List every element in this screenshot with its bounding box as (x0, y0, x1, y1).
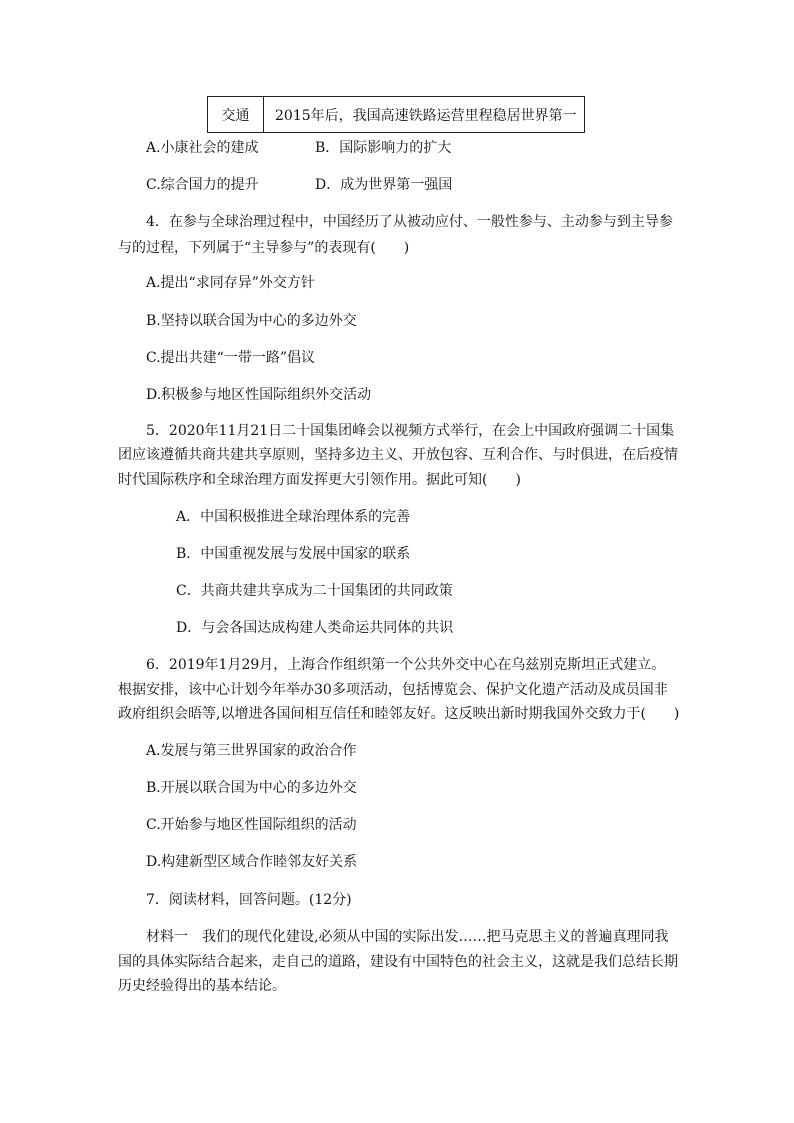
q5-option-d: D．与会各国达成构建人类命运共同体的共识 (176, 620, 454, 636)
q5-stem-line2: 团应该遵循共商共建共享原则，坚持多边主义、开放包容、互利合作、与时俱进，在后疫情 (118, 447, 678, 463)
q5-option-a: A．中国积极推进全球治理体系的完善 (176, 509, 411, 525)
q4-option-b: B.坚持以联合国为中心的多边外交 (146, 313, 357, 329)
q7-stem: 7．阅读材料，回答问题。(12分) (146, 892, 352, 908)
q3-option-c: C.综合国力的提升 (146, 177, 259, 193)
q3-option-a: A.小康社会的建成 (146, 140, 259, 156)
q6-option-c: C.开始参与地区性国际组织的活动 (146, 817, 357, 833)
q7-material1-line1: 材料一 我们的现代化建设,必须从中国的实际出发……把马克思主义的普遍真理同我 (146, 929, 669, 945)
q3-option-b: B．国际影响力的扩大 (315, 140, 452, 156)
q6-stem-line1: 6．2019年1月29月，上海合作组织第一个公共外交中心在乌兹别克斯坦正式建立。 (146, 657, 666, 673)
q6-option-d: D.构建新型区域合作睦邻友好关系 (146, 854, 358, 870)
q4-option-d: D.积极参与地区性国际组织外交活动 (146, 387, 372, 403)
q6-option-a: A.发展与第三世界国家的政治合作 (146, 743, 357, 759)
table-content-cell: 2015年后，我国高速铁路运营里程稳居世界第一 (275, 107, 577, 124)
q5-stem-line3: 时代国际秩序和全球治理方面发挥更大引领作用。据此可知( ) (118, 472, 521, 488)
q6-stem-line2: 根据安排，该中心计划今年举办30多项活动，包括博览会、保护文化遗产活动及成员国非 (118, 682, 668, 698)
q4-option-a: A.提出“求同存异”外交方针 (146, 275, 315, 291)
info-table-row (207, 96, 585, 133)
q4-stem-line1: 4．在参与全球治理过程中，中国经历了从被动应付、一般性参与、主动参与到主导参 (146, 214, 673, 230)
q4-stem-line2: 与的过程，下列属于“主导参与”的表现有( ) (118, 240, 410, 256)
q5-option-c: C．共商共建共享成为二十国集团的共同政策 (176, 583, 453, 599)
q7-material1-line3: 历史经验得出的基本结论。 (118, 978, 286, 994)
q6-stem-line3: 政府组织会晤等,以增进各国间相互信任和睦邻友好。这反映出新时期我国外交致力于( ) (118, 706, 680, 722)
q3-option-d: D．成为世界第一强国 (315, 177, 453, 193)
q5-stem-line1: 5．2020年11月21日二十国集团峰会以视频方式举行，在会上中国政府强调二十国集 (146, 423, 675, 439)
table-category-cell: 交通 (208, 97, 264, 132)
q5-option-b: B．中国重视发展与发展中国家的联系 (176, 546, 411, 562)
q7-material1-line2: 国的具体实际结合起来，走自己的道路，建设有中国特色的社会主义，这就是我们总结长期 (118, 954, 678, 970)
q6-option-b: B.开展以联合国为中心的多边外交 (146, 780, 357, 796)
q4-option-c: C.提出共建“一带一路”倡议 (146, 350, 315, 366)
